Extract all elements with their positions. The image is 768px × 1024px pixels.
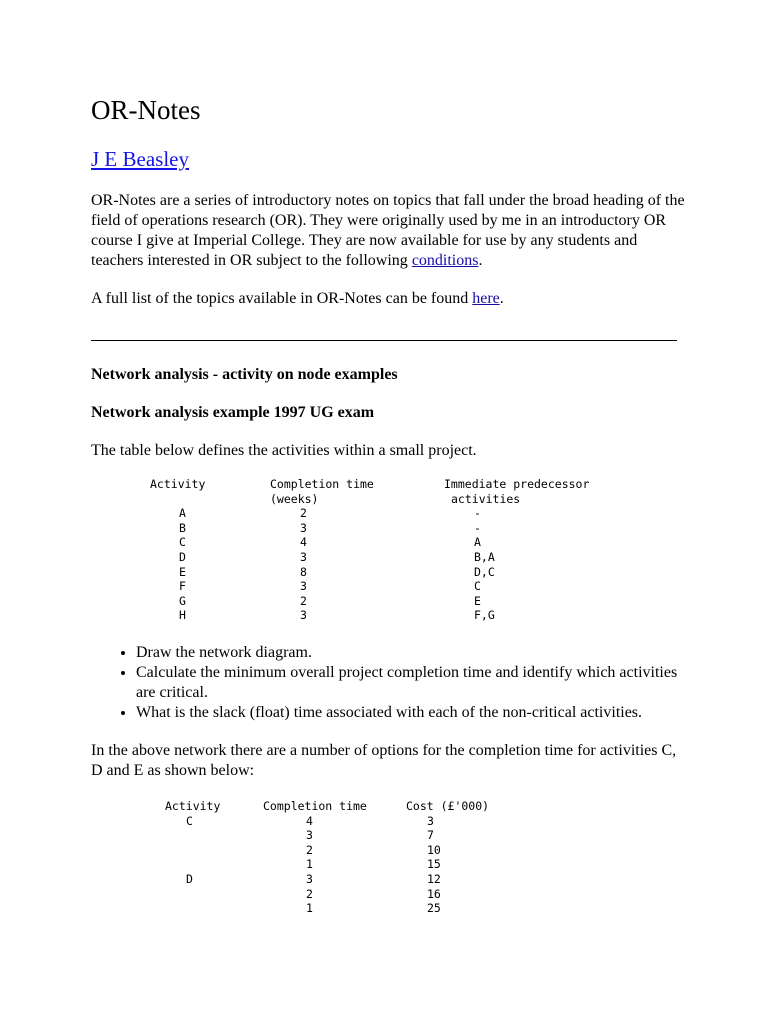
time-cell: 2 (300, 506, 307, 521)
cost-header: Cost (£'000) (406, 799, 490, 813)
topics-text-end: . (499, 290, 504, 307)
time-cell: 2 (300, 593, 307, 608)
cost-table (165, 799, 585, 919)
completion-header: Completion time (270, 477, 374, 491)
task-item: • Draw the network diagram. (136, 643, 691, 663)
options-paragraph: In the above network there are a number of options for the completion time for activities C, D and E as shown below: (91, 742, 677, 779)
activity-cell: G (179, 593, 186, 608)
cost-time-cell: 1 (306, 857, 313, 872)
cost-time-cell: 2 (306, 886, 313, 901)
task-item: • What is the slack (float) time associated with each of the non-critical activities. (136, 703, 691, 723)
author-link[interactable]: J E Beasley (91, 147, 189, 171)
time-cell: 3 (300, 550, 307, 564)
example-heading: Network analysis example 1997 UG exam (91, 404, 375, 421)
predecessor-header: Immediate predecessor (444, 477, 590, 491)
predecessor-cell: A (474, 535, 481, 550)
cost-time-cell: 2 (306, 842, 313, 857)
time-cell: 4 (300, 535, 307, 550)
predecessor-cell: - (474, 520, 481, 535)
section-heading: Network analysis - activity on node examples (91, 366, 398, 383)
intro-text-end: . (478, 252, 483, 269)
table-intro: The table below defines the activities within a small project. (91, 442, 477, 459)
cost-activity-cell: D (186, 872, 193, 886)
author-heading (91, 144, 189, 174)
predecessor-cell: - (474, 506, 481, 521)
cost-completion-header: Completion time (263, 799, 367, 813)
activity-cell: D (179, 550, 186, 564)
conditions-link[interactable]: conditions (411, 252, 479, 269)
activity-cell: A (179, 506, 186, 521)
intro-paragraph (91, 191, 691, 271)
cost-value-cell: 12 (427, 872, 441, 886)
predecessor-header-line2: activities (451, 491, 521, 506)
time-cell: 3 (300, 579, 307, 594)
intro-text: OR-Notes are a series of introductory notes on topics that fall under the broad heading of the field of operations research (OR). They were originally used by me in an introductory OR course I give at Imperial College. They are now available for use by any students and teachers interested in OR subject to the following (91, 192, 685, 269)
time-cell: 3 (300, 608, 307, 623)
activity-cell: F (179, 579, 186, 594)
task-list (91, 643, 691, 723)
cost-value-cell: 16 (427, 886, 441, 901)
activity-cell: B (179, 520, 186, 535)
predecessor-cell: D,C (474, 564, 495, 579)
time-cell: 3 (300, 520, 307, 535)
activity-header: Activity (150, 477, 206, 491)
cost-value-cell: 10 (427, 842, 441, 857)
cost-value-cell: 25 (427, 901, 441, 916)
predecessor-cell: C (474, 579, 481, 594)
cost-time-cell: 1 (306, 901, 313, 916)
activity-cell: E (179, 564, 186, 579)
cost-activity-cell: C (186, 813, 193, 828)
here-link[interactable]: here (472, 290, 500, 307)
activity-table (150, 477, 630, 627)
predecessor-cell: B,A (474, 550, 495, 564)
topics-text: A full list of the topics available in OR-Notes can be found (91, 290, 473, 307)
cost-value-cell: 3 (427, 813, 434, 828)
cost-value-cell: 7 (427, 828, 434, 843)
cost-activity-header: Activity (165, 799, 221, 813)
divider (91, 340, 677, 341)
topics-paragraph (91, 289, 504, 309)
task-item: • Calculate the minimum overall project completion time and identify which activities are critical. (136, 663, 691, 703)
cost-time-cell: 4 (306, 813, 313, 828)
predecessor-cell: E (474, 593, 481, 608)
predecessor-cell: F,G (474, 608, 495, 623)
cost-time-cell: 3 (306, 872, 313, 886)
page-title: OR-Notes (91, 95, 201, 125)
activity-cell: H (179, 608, 186, 623)
activity-cell: C (179, 535, 186, 550)
cost-value-cell: 15 (427, 857, 441, 872)
time-cell: 8 (300, 564, 307, 579)
cost-time-cell: 3 (306, 828, 313, 843)
completion-header-unit: (weeks) (270, 491, 319, 506)
